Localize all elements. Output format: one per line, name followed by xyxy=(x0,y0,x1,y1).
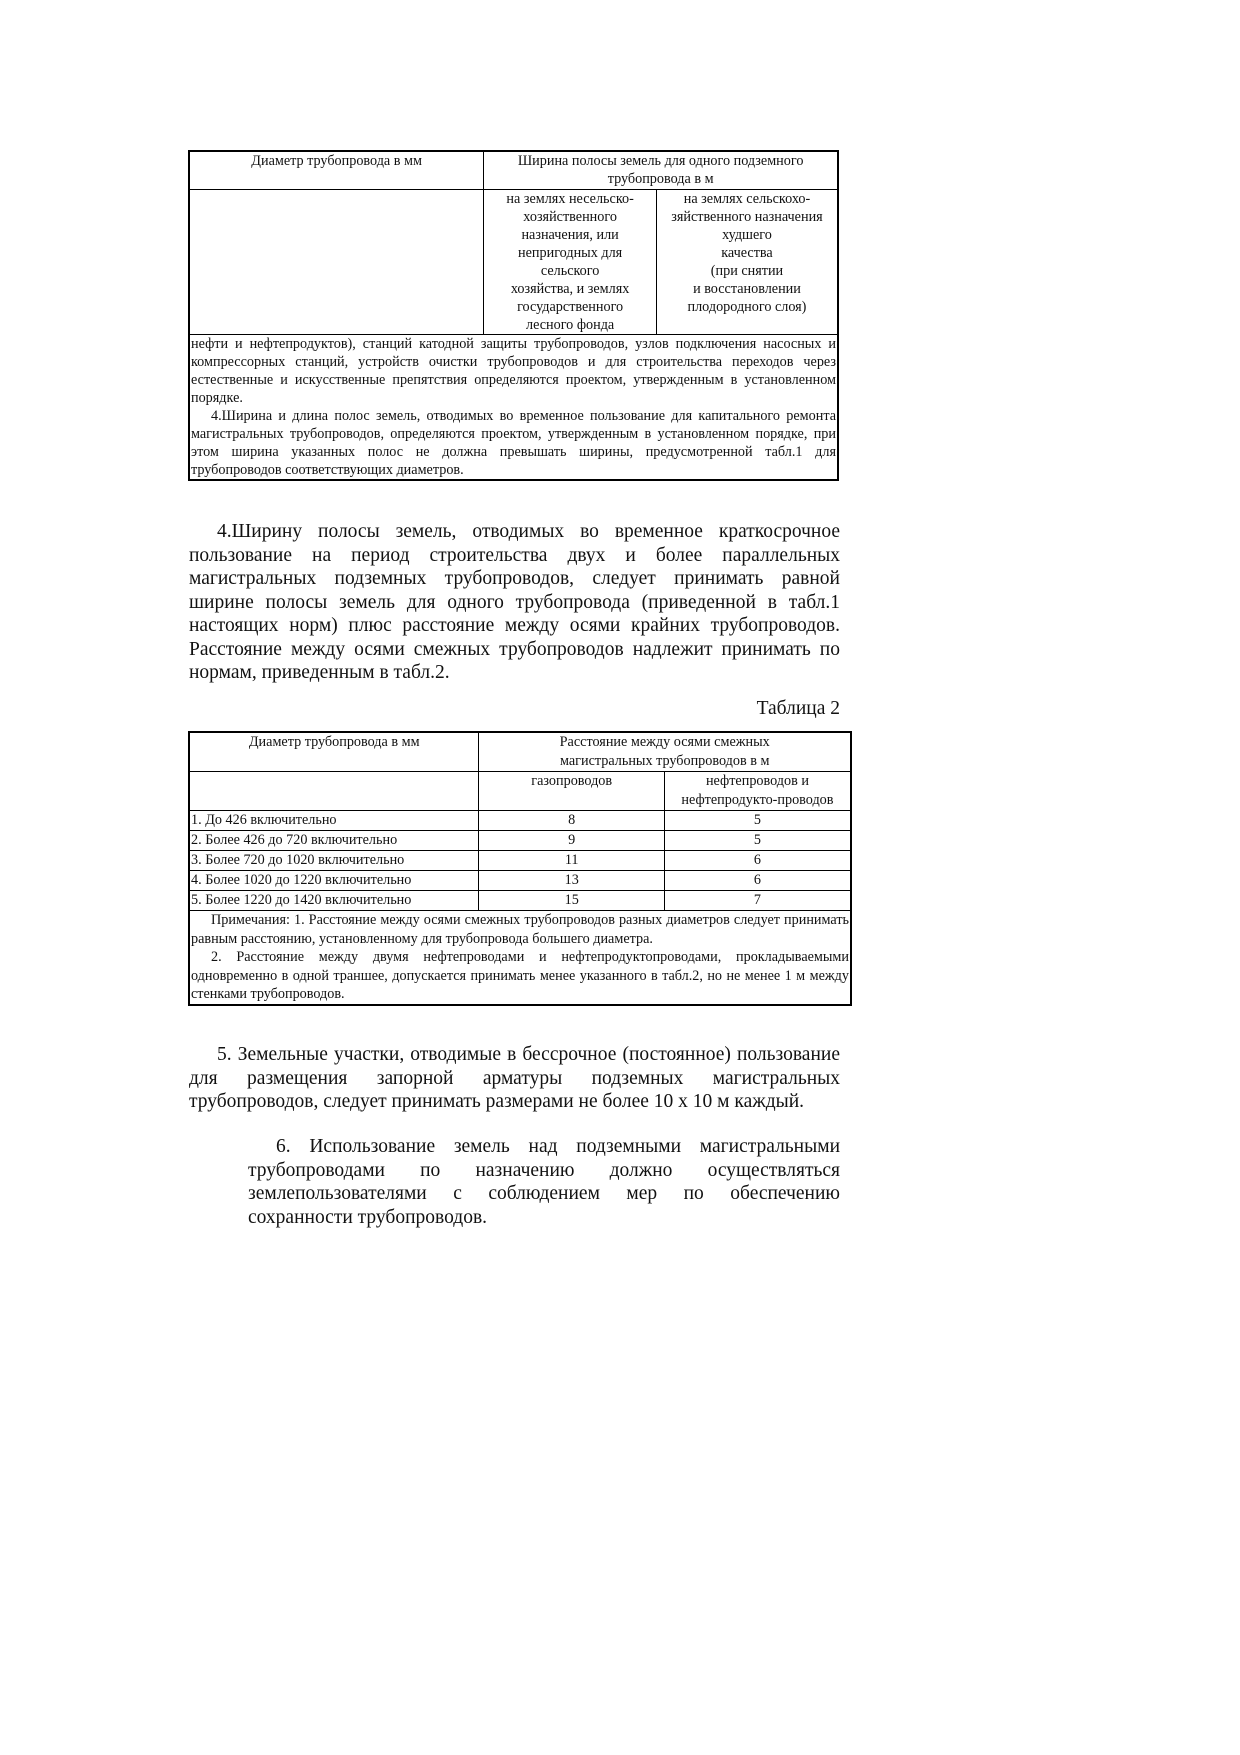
t2-diameter-cell: 5. Более 1220 до 1420 включительно xyxy=(189,891,479,911)
paragraph-5: 5. Земельные участки, отводимые в бессрочное (постоянное) пользование для размещения запорной арматуры подземных магистральных трубопроводов, следует принимать размерами не более 10 х 10 м каждый. xyxy=(189,1044,840,1112)
t2-oil-cell: 7 xyxy=(664,891,851,911)
t1-header-diameter: Диаметр трубопровода в мм xyxy=(189,151,484,189)
t2-gas-cell: 9 xyxy=(479,831,664,851)
t1-note-paragraph-2: 4.Ширина и длина полос земель, отводимых во временное пользование для капитального ремонта магистральных трубопроводов, определяются проектом, утвержденным в установленном порядке, при этом ширина указанных полос не должна превышать ширины, предусмотренной табл.1 для трубопроводов соответствующих диаметров. xyxy=(191,407,836,478)
table-row xyxy=(189,891,851,911)
t2-gas-cell: 13 xyxy=(479,871,664,891)
t2-header-diameter: Диаметр трубопровода в мм xyxy=(189,732,479,772)
t2-sub-oil-line1: нефтепроводов и xyxy=(705,773,809,789)
t1-sub-a-line: непригодных для xyxy=(518,244,623,261)
land-strip-width-table xyxy=(188,150,839,481)
t1-sub-a-line: на землях несельско- xyxy=(506,190,634,207)
t1-sub-a-line: назначения, или xyxy=(521,226,619,243)
t2-sub-oil-line2: нефтепродукто-проводов xyxy=(681,792,834,808)
t1-sub-b-line: и восстановлении xyxy=(693,280,801,297)
t2-diameter-cell: 1. До 426 включительно xyxy=(189,811,479,831)
t1-sub-agricultural xyxy=(656,189,838,334)
t2-diameter-cell: 4. Более 1020 до 1220 включительно xyxy=(189,871,479,891)
table2-caption: Таблица 2 xyxy=(756,698,840,719)
t2-diameter-cell: 2. Более 426 до 720 включительно xyxy=(189,831,479,851)
table-row xyxy=(189,811,851,831)
t2-diameter-cell: 3. Более 720 до 1020 включительно xyxy=(189,851,479,871)
t2-gas-cell: 15 xyxy=(479,891,664,911)
t2-header-distance-line2: магистральных трубопроводов в м xyxy=(560,753,770,769)
t1-sub-b-line: качества xyxy=(721,244,773,261)
t2-gas-cell: 8 xyxy=(479,811,664,831)
t2-oil-cell: 5 xyxy=(664,811,851,831)
t2-note-2: 2. Расстояние между двумя нефтепроводами и нефтепродуктопроводами, прокладываемыми одновременно в одной траншее, допускается принимать менее указанного в табл.2, но не менее 1 м между стенками трубопроводов. xyxy=(191,949,849,1002)
t2-header-distance xyxy=(479,732,851,772)
t1-sub-nonagricultural xyxy=(484,189,657,334)
t1-sub-b-line: худшего xyxy=(722,226,772,243)
t2-note-1: Примечания: 1. Расстояние между осями смежных трубопроводов разных диаметров следует принимать равным расстоянию, установленному для трубопровода большего диаметра. xyxy=(191,912,849,947)
t1-sub-b-line: плодородного слоя) xyxy=(687,298,807,315)
t2-header-distance-line1: Расстояние между осями смежных xyxy=(559,734,770,750)
t1-header-width: Ширина полосы земель для одного подземного трубопровода в м xyxy=(484,151,838,189)
t1-sub-b-line: (при снятии xyxy=(710,262,784,279)
table-row xyxy=(189,851,851,871)
paragraph-6: 6. Использование земель над подземными магистральными трубопроводами по назначению должно осуществляться землепользователями с соблюдением мер по обеспечению сохранности трубопроводов. xyxy=(248,1136,840,1228)
t1-sub-a-line: хозяйственного xyxy=(523,208,617,225)
t2-gas-cell: 11 xyxy=(479,851,664,871)
t1-note xyxy=(189,334,838,480)
table-row xyxy=(189,871,851,891)
t2-sub-gas: газопроводов xyxy=(479,772,664,811)
t2-sub-oil xyxy=(664,772,851,811)
t1-sub-a-line: сельского xyxy=(540,262,600,279)
pipeline-spacing-table xyxy=(188,731,852,1006)
t2-oil-cell: 6 xyxy=(664,851,851,871)
t2-empty-cell xyxy=(189,772,479,811)
t1-sub-a-line: хозяйства, и землях xyxy=(510,280,630,297)
paragraph-4: 4.Ширину полосы земель, отводимых во временное краткосрочное пользование на период строительства двух и более параллельных магистральных подземных трубопроводов, следует принимать равной ширине полосы земель для одного трубопровода (приведенной в табл.1 настоящих норм) плюс расстояние между осями крайних трубопроводов. Расстояние между осями смежных трубопроводов надлежит принимать по нормам, приведенным в табл.2. xyxy=(189,521,840,683)
t1-note-paragraph-1: нефти и нефтепродуктов), станций катодной защиты трубопроводов, узлов подключения насосных и компрессорных станций, устройств очистки трубопроводов и для строительства переходов через естественные и искусственные препятствия определяются проектом, утвержденным в установленном порядке. xyxy=(191,335,836,406)
t2-oil-cell: 6 xyxy=(664,871,851,891)
t1-empty-cell xyxy=(189,189,484,334)
t1-sub-b-line: зяйственного назначения xyxy=(671,208,823,225)
t1-sub-b-line: на землях сельскохо- xyxy=(683,190,811,207)
t1-sub-a-line: государственного xyxy=(517,298,624,315)
t2-oil-cell: 5 xyxy=(664,831,851,851)
table-row xyxy=(189,831,851,851)
t1-sub-a-line: лесного фонда xyxy=(526,316,615,333)
t2-notes xyxy=(189,911,851,1005)
